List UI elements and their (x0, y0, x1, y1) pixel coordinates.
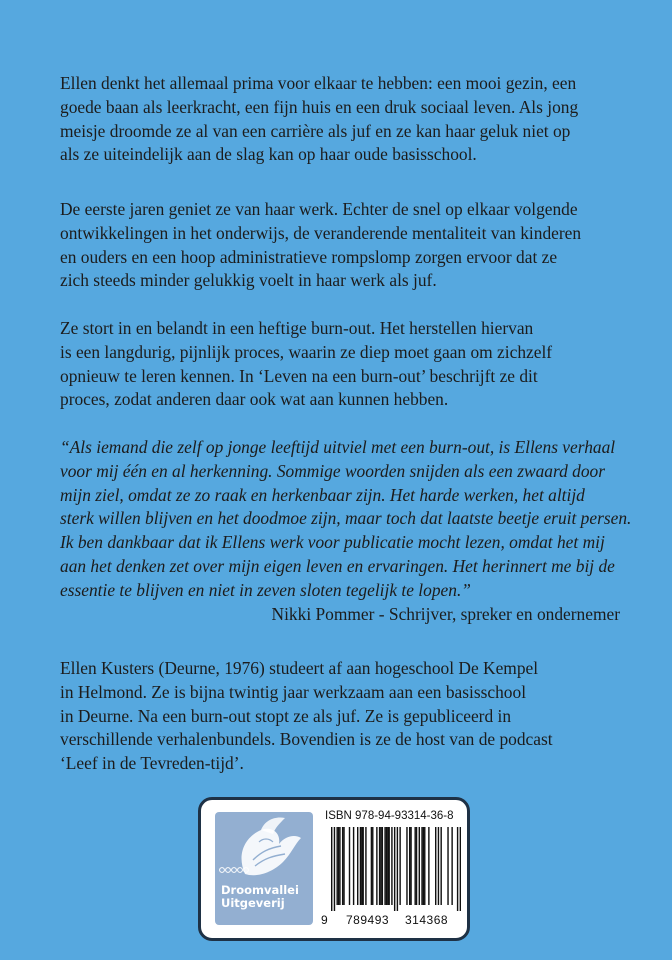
text-line: goede baan als leerkracht, een fijn huis en een druk sociaal leven. Als jong (60, 96, 579, 117)
quote-line: aan het denken zet over mijn eigen leven en ervaringen. Het herinnert me bij de (60, 555, 615, 576)
barcode-bar (457, 827, 458, 911)
text-line: meisje droomde ze al van een carrière als juf en ze kan haar geluk niet op (60, 120, 571, 141)
publisher-name-line2: Uitgeverij (221, 896, 285, 910)
text-line: opnieuw te leren kennen. In ‘Leven na een burn-out’ beschrijft ze dit (60, 365, 538, 386)
barcode-bar (382, 827, 383, 905)
barcode-bar (334, 827, 335, 911)
text-line: Ze stort in en belandt in een heftige burn-out. Het herstellen hiervan (60, 318, 534, 338)
text-line: ontwikkelingen in het onderwijs, de veranderende mentaliteit van kinderen (60, 222, 582, 243)
barcode-bar (435, 827, 436, 905)
quote-line: mijn ziel, omdat ze zo raak en herkenbaar zijn. Het harde werken, het altijd (60, 484, 585, 505)
work-paragraph (60, 198, 620, 293)
barcode-bar (394, 827, 395, 911)
barcode-bar (339, 827, 340, 905)
barcode-bar (343, 827, 344, 905)
author-bio-paragraph (60, 657, 620, 776)
quote-line: “Als iemand die zelf op jonge leeftijd uitviel met een burn-out, is Ellens verhaal (60, 437, 616, 457)
text-line: ‘Leef in de Tevreden-tijd’. (60, 753, 244, 774)
barcode-bar (406, 827, 407, 905)
barcode-bar (451, 827, 452, 905)
barcode-bar (397, 827, 398, 911)
barcode-bar (460, 827, 461, 911)
barcode-bar (349, 827, 350, 905)
barcode-bar (386, 827, 387, 905)
isbn-label: ISBN 978-94-93314-36-8 (325, 810, 454, 822)
text-line: Ellen Kusters (Deurne, 1976) studeert af aan hogeschool De Kempel (60, 658, 539, 678)
text-line: De eerste jaren geniet ze van haar werk. Echter de snel op elkaar volgende (60, 199, 578, 219)
barcode-digit-first: 9 (321, 913, 328, 927)
text-line: zich steeds minder gelukkig voelt in haar werk als juf. (60, 270, 437, 291)
quote-attribution: Nikki Pommer - Schrijver, spreker en ondernemer (271, 603, 620, 624)
barcode-bar (391, 827, 392, 905)
text-line: Ellen denkt het allemaal prima voor elkaar te hebben: een mooi gezin, een (60, 73, 577, 93)
barcode-bar (379, 827, 380, 905)
text-line: in Helmond. Ze is bijna twintig jaar werkzaam aan een basisschool (60, 681, 527, 702)
barcode-bar (388, 827, 389, 905)
quote-line: essentie te blijven en niet in zeven sloten tegelijk te lopen.” (60, 579, 471, 600)
text-line: en ouders en een hoop administratieve rompslomp zorgen ervoor dat ze (60, 246, 558, 267)
barcode-bar (362, 827, 363, 905)
text-line: is een langdurig, pijnlijk proces, waarin ze diep moet gaan om zichzelf (60, 341, 553, 362)
barcode-bar (410, 827, 411, 905)
barcode-bar (360, 827, 361, 905)
barcode-bar (414, 827, 415, 905)
publisher-name (221, 884, 309, 910)
barcode-bar (361, 827, 362, 905)
barcode-bar (342, 827, 343, 905)
barcode-digits-left: 789493 (346, 913, 390, 927)
quote-line: sterk willen blijven en het doodmoe zijn, maar toch dat laatste beetje eruit persen. (60, 508, 632, 529)
barcode-bar (428, 827, 429, 905)
barcode-bar (438, 827, 439, 905)
burnout-paragraph (60, 317, 620, 412)
barcode-bar (419, 827, 420, 905)
publisher-logo (215, 812, 313, 925)
barcode-bar (371, 827, 372, 905)
barcode-digits-right: 314368 (405, 913, 449, 927)
barcode-bar (353, 827, 354, 905)
barcode-bar (372, 827, 373, 905)
text-line: in Deurne. Na een burn-out stopt ze als juf. Ze is gepubliceerd in (60, 705, 512, 726)
publisher-name-line1: Droomvallei (221, 883, 299, 897)
barcode-bar (421, 827, 422, 905)
barcode-bar (416, 827, 417, 905)
barcode-bar (387, 827, 388, 905)
quote-line: Ik ben dankbaar dat ik Ellens werk voor publicatie mocht lezen, omdat het mij (60, 532, 605, 553)
barcode-bar (336, 827, 337, 905)
barcode-bar (357, 827, 358, 905)
barcode-bar (331, 827, 332, 911)
endorsement-quote (60, 436, 632, 626)
barcode-bar (423, 827, 424, 905)
barcode-bar (409, 827, 410, 905)
barcode-bar (376, 827, 377, 905)
barcode-panel (198, 797, 470, 941)
barcode-bar (384, 827, 385, 905)
barcode-bar (447, 827, 448, 905)
barcode-bar (338, 827, 339, 905)
bird-logo-icon (215, 812, 313, 884)
text-line: proces, zodat anderen daar ook wat aan kunnen hebben. (60, 389, 449, 410)
barcode-icon (331, 827, 461, 911)
quote-line: voor mij één en al herkenning. Sommige woorden snijden als een zwaard door (60, 460, 605, 481)
text-line: als ze uiteindelijk aan de slag kan op haar oude basisschool. (60, 144, 477, 165)
barcode-bar (365, 827, 366, 905)
intro-paragraph (60, 72, 620, 167)
barcode-bar (399, 827, 400, 905)
text-line: verschillende verhalenbundels. Bovendien is ze de host van de podcast (60, 729, 553, 750)
barcode-bar (440, 827, 441, 905)
barcode-bar (424, 827, 425, 905)
barcode-bar (380, 827, 381, 905)
